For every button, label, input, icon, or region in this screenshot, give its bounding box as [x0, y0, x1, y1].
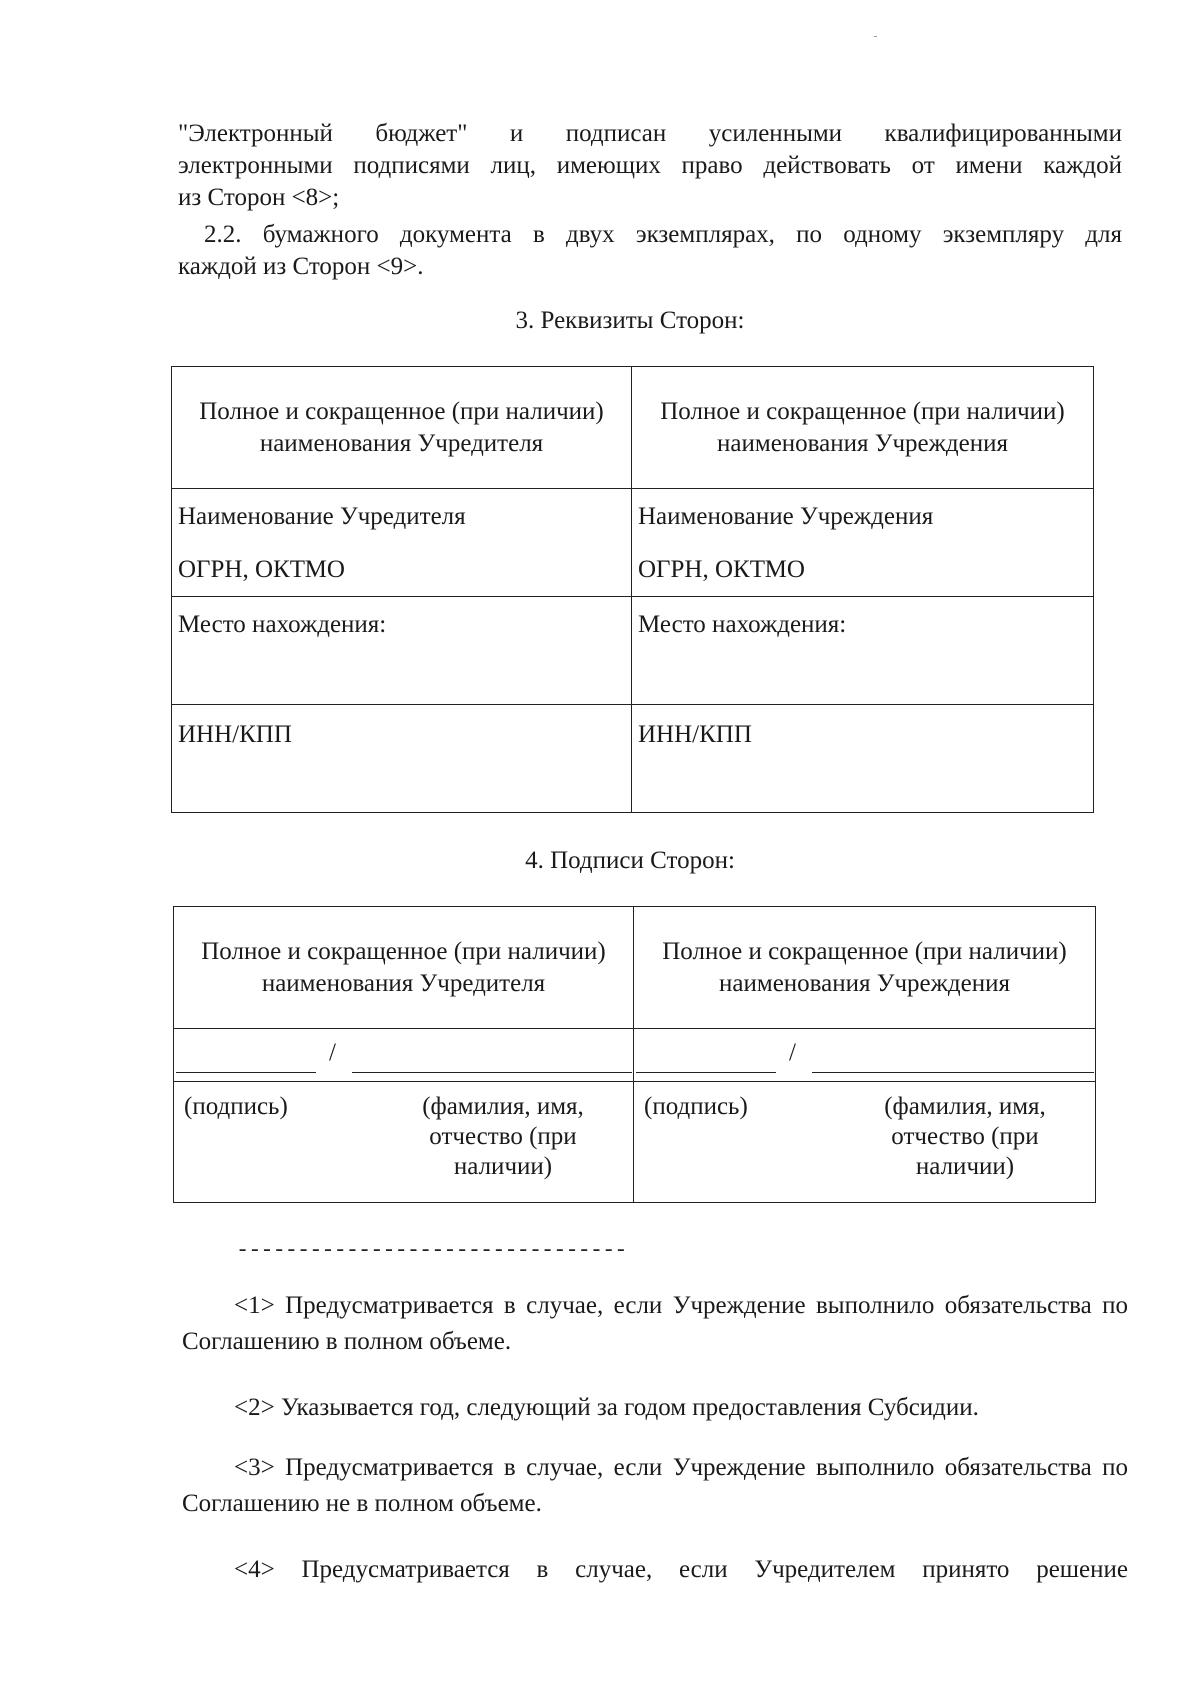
footnote-3 — [182, 1450, 1128, 1522]
institution-signature-line[interactable] — [636, 1072, 776, 1073]
footnote-3-text: <3> Предусматривается в случае, если Учреждение выполнило обязательства по Соглашению не в полном объеме. — [182, 1454, 1128, 1517]
signatures-line-row — [174, 1029, 1096, 1082]
founder-caption-cell — [174, 1082, 634, 1203]
founder-inn-label: ИНН/КПП — [172, 705, 632, 813]
intro-line-2: электронными подписями лиц, имеющих право действовать от имени каждой — [178, 152, 1122, 179]
requisites-row-address — [172, 597, 1094, 705]
footnote-4 — [182, 1552, 1128, 1588]
institution-name-caption: (фамилия, имя, отчество (при наличии) — [884, 1093, 1046, 1180]
founder-signature-slash: / — [329, 1039, 336, 1066]
founder-name-line[interactable] — [352, 1072, 632, 1073]
footnote-2 — [182, 1390, 1128, 1426]
footnote-4-text: <4> Предусматривается в случае, если Учредителем принято решение — [234, 1556, 1128, 1583]
signatures-caption-row — [174, 1082, 1096, 1203]
founder-ogrn-label: ОГРН, ОКТМО — [178, 556, 345, 583]
item-2-2-line-2: каждой из Сторон <9>. — [178, 253, 424, 280]
requisites-row-names — [172, 489, 1094, 597]
signatures-header-right: Полное и сокращенное (при наличии) наименования Учреждения — [634, 907, 1096, 1029]
item-2-2-line-1: 2.2. бумажного документа в двух экземплярах, по одному экземпляру для — [204, 221, 1122, 248]
institution-name-line[interactable] — [812, 1072, 1094, 1073]
requisites-header-row — [172, 367, 1094, 489]
institution-ogrn-label: ОГРН, ОКТМО — [638, 556, 805, 583]
founder-signature-cell — [174, 1029, 634, 1082]
requisites-row-inn — [172, 705, 1094, 813]
intro-paragraph — [178, 118, 1122, 214]
institution-signature-slash: / — [789, 1039, 796, 1066]
footnote-1-text: <1> Предусматривается в случае, если Учреждение выполнило обязательства по Соглашению в полном объеме. — [182, 1292, 1128, 1355]
founder-address-label: Место нахождения: — [172, 597, 632, 705]
requisites-cell-founder-name — [172, 489, 632, 597]
footnote-divider: -------------------------------- — [236, 1238, 627, 1263]
founder-signature-line[interactable] — [176, 1072, 316, 1073]
footnote-2-text: <2> Указывается год, следующий за годом предоставления Субсидии. — [234, 1394, 979, 1421]
founder-signature-caption: (подпись) — [184, 1093, 288, 1120]
intro-line-1: "Электронный бюджет" и подписан усиленными квалифицированными — [178, 120, 1122, 147]
founder-name-caption: (фамилия, имя, отчество (при наличии) — [422, 1093, 584, 1180]
institution-address-label: Место нахождения: — [632, 597, 1094, 705]
intro-line-3: из Сторон <8>; — [178, 184, 340, 211]
institution-caption-cell — [634, 1082, 1096, 1203]
institution-name-label: Наименование Учреждения — [638, 503, 934, 530]
founder-name-label: Наименование Учредителя — [178, 503, 466, 530]
item-2-2-paragraph — [178, 219, 1122, 283]
signatures-header-left: Полное и сокращенное (при наличии) наименования Учредителя — [174, 907, 634, 1029]
institution-signature-cell — [634, 1029, 1096, 1082]
institution-inn-label: ИНН/КПП — [632, 705, 1094, 813]
institution-signature-caption: (подпись) — [644, 1093, 748, 1120]
scan-artifact — [874, 36, 877, 37]
requisites-header-left: Полное и сокращенное (при наличии) наименования Учредителя — [172, 367, 632, 489]
section-4-title: 4. Подписи Сторон: — [525, 847, 735, 874]
requisites-table — [171, 366, 1094, 813]
requisites-cell-institution-name — [632, 489, 1094, 597]
requisites-header-right: Полное и сокращенное (при наличии) наименования Учреждения — [632, 367, 1094, 489]
signatures-header-row — [174, 907, 1096, 1029]
footnote-1 — [182, 1288, 1128, 1360]
section-3-title: 3. Реквизиты Сторон: — [515, 307, 745, 334]
signatures-table — [173, 906, 1096, 1203]
